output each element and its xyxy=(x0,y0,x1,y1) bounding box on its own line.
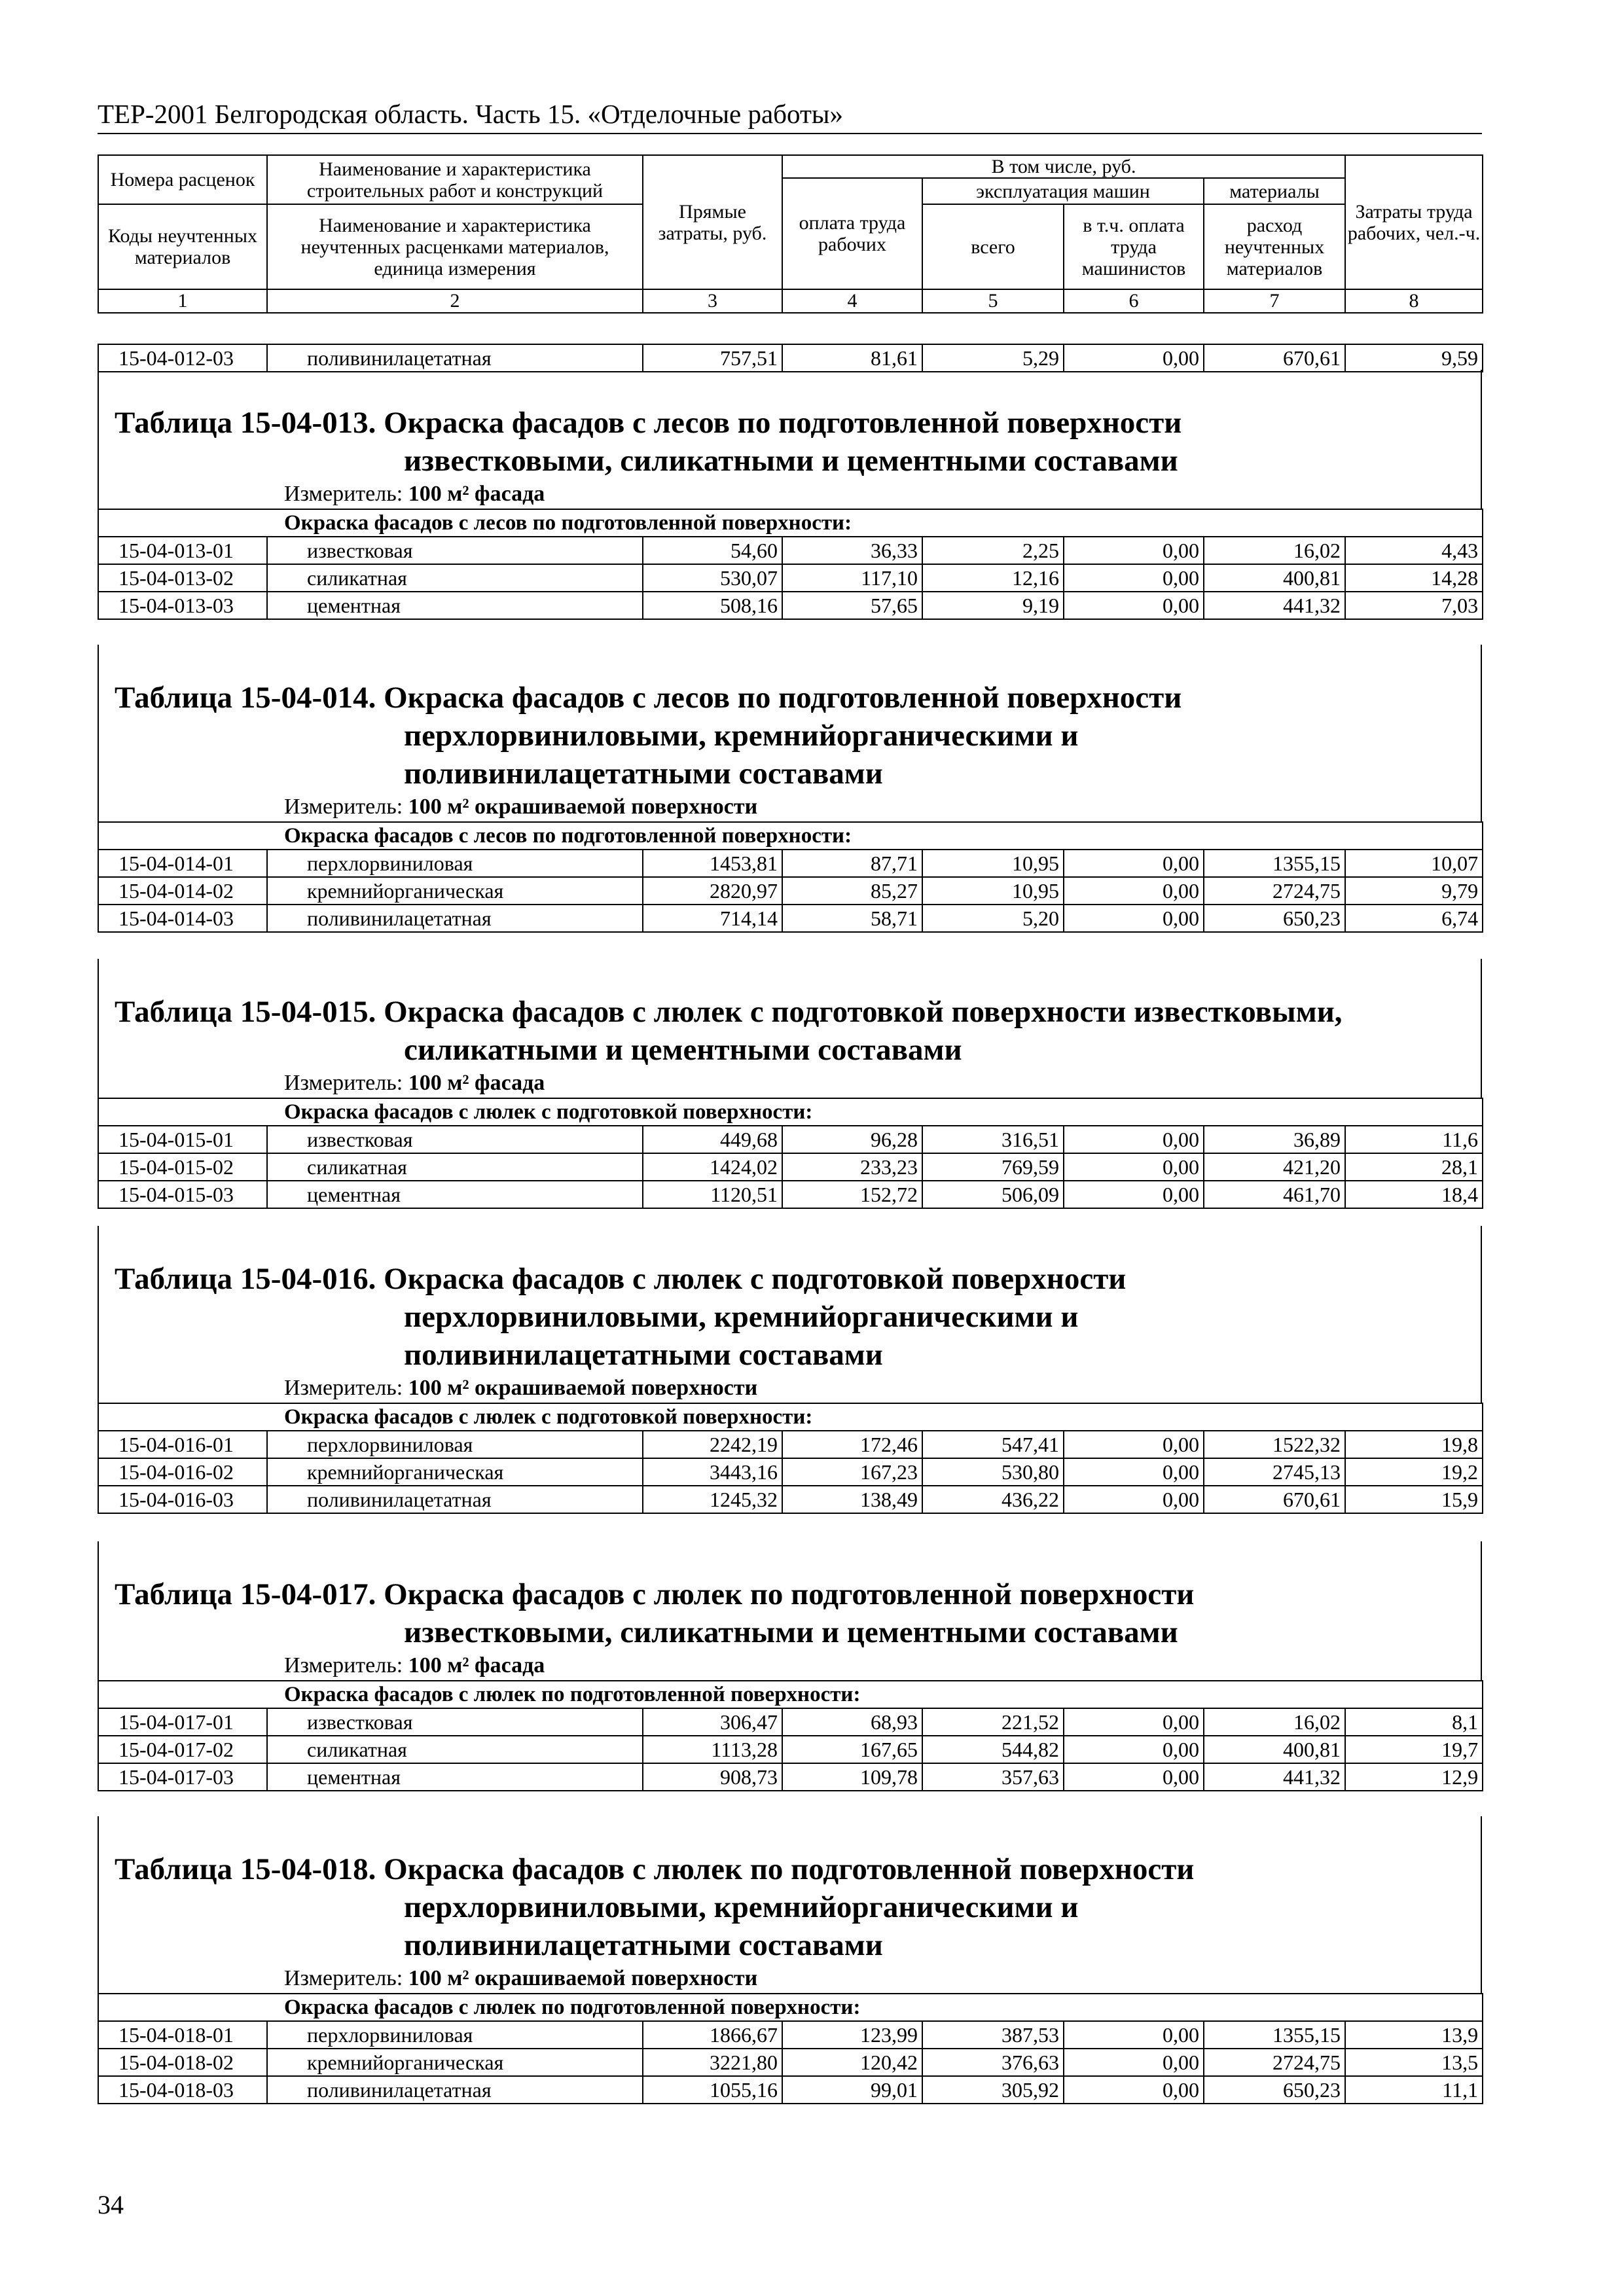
rate-code: 15-04-018-01 xyxy=(98,2021,267,2049)
direct-costs: 1424,02 xyxy=(643,1153,782,1181)
table-row xyxy=(98,905,1483,932)
labor-hours: 13,9 xyxy=(1345,2021,1483,2049)
table-row xyxy=(98,1458,1483,1486)
machinist-pay: 0,00 xyxy=(1064,850,1204,877)
worker-pay: 99,01 xyxy=(782,2076,922,2104)
rate-table xyxy=(98,1993,1483,2104)
rate-table xyxy=(98,821,1483,933)
work-name: силикатная xyxy=(267,1153,643,1181)
labor-hours: 4,43 xyxy=(1345,537,1483,564)
work-name: поливинилацетатная xyxy=(267,905,643,932)
table-title-line: Таблица 15-04-015. Окраска фасадов с люлек с подготовкой поверхности известковыми, xyxy=(115,995,1343,1029)
table-title xyxy=(98,993,1482,1069)
machines-total: 5,29 xyxy=(922,344,1064,372)
rate-table xyxy=(98,1098,1483,1209)
direct-costs: 1055,16 xyxy=(643,2076,782,2104)
direct-costs: 757,51 xyxy=(643,344,782,372)
column-number: 4 xyxy=(782,289,922,313)
table-row xyxy=(98,537,1483,564)
direct-costs: 908,73 xyxy=(643,1763,782,1791)
materials: 2724,75 xyxy=(1204,2049,1345,2076)
materials: 36,89 xyxy=(1204,1126,1345,1153)
unit-value: 100 м² фасада xyxy=(408,482,545,506)
direct-costs: 3443,16 xyxy=(643,1458,782,1486)
machines-total: 10,95 xyxy=(922,850,1064,877)
worker-pay: 117,10 xyxy=(782,564,922,592)
table-row xyxy=(98,877,1483,905)
machines-total: 2,25 xyxy=(922,537,1064,564)
unit-line xyxy=(98,1651,1482,1680)
machines-total: 506,09 xyxy=(922,1181,1064,1208)
materials: 441,32 xyxy=(1204,592,1345,619)
worker-pay: 138,49 xyxy=(782,1486,922,1513)
work-name: цементная xyxy=(267,592,643,619)
table-title-line: перхлорвиниловыми, кремнийорганическими и xyxy=(404,1890,1079,1924)
table-title xyxy=(98,1575,1482,1651)
machinist-pay: 0,00 xyxy=(1064,1458,1204,1486)
rate-code: 15-04-014-03 xyxy=(98,905,267,932)
materials: 461,70 xyxy=(1204,1181,1345,1208)
machinist-pay: 0,00 xyxy=(1064,1181,1204,1208)
header-direct-costs: Прямые затраты, руб. xyxy=(643,155,782,289)
rate-code: 15-04-016-02 xyxy=(98,1458,267,1486)
materials: 16,02 xyxy=(1204,1708,1345,1736)
materials: 1522,32 xyxy=(1204,1431,1345,1458)
labor-hours: 13,5 xyxy=(1345,2049,1483,2076)
rate-code: 15-04-015-03 xyxy=(98,1181,267,1208)
header-materials: материалы xyxy=(1204,178,1345,204)
column-number: 1 xyxy=(98,289,267,313)
work-name: известковая xyxy=(267,537,643,564)
labor-hours: 28,1 xyxy=(1345,1153,1483,1181)
rate-code: 15-04-018-02 xyxy=(98,2049,267,2076)
materials: 2724,75 xyxy=(1204,877,1345,905)
rate-code: 15-04-017-01 xyxy=(98,1708,267,1736)
rate-code: 15-04-015-02 xyxy=(98,1153,267,1181)
table-row xyxy=(98,2076,1483,2104)
machinist-pay: 0,00 xyxy=(1064,1736,1204,1763)
direct-costs: 54,60 xyxy=(643,537,782,564)
labor-hours: 12,9 xyxy=(1345,1763,1483,1791)
table-row xyxy=(98,1708,1483,1736)
labor-hours: 19,2 xyxy=(1345,1458,1483,1486)
unit-value: 100 м² фасада xyxy=(408,1071,545,1095)
page-number: 34 xyxy=(98,2190,124,2219)
direct-costs: 714,14 xyxy=(643,905,782,932)
machinist-pay: 0,00 xyxy=(1064,2076,1204,2104)
header-material-name: Наименование и характеристика неучтенных расценками материалов, единица измерения xyxy=(267,204,643,289)
work-name: перхлорвиниловая xyxy=(267,1431,643,1458)
header-material-codes: Коды неучтенных материалов xyxy=(98,204,267,289)
direct-costs: 1245,32 xyxy=(643,1486,782,1513)
work-name: поливинилацетатная xyxy=(267,2076,643,2104)
worker-pay: 172,46 xyxy=(782,1431,922,1458)
work-name: кремнийорганическая xyxy=(267,2049,643,2076)
work-name: кремнийорганическая xyxy=(267,1458,643,1486)
work-name: поливинилацетатная xyxy=(267,344,643,372)
work-name: кремнийорганическая xyxy=(267,877,643,905)
table-title-line: Таблица 15-04-014. Окраска фасадов с лесов по подготовленной поверхности xyxy=(115,681,1182,715)
table-title-line: Таблица 15-04-017. Окраска фасадов с люлек по подготовленной поверхности xyxy=(115,1577,1195,1611)
section-heading: Окраска фасадов с лесов по подготовленной поверхности: xyxy=(98,822,1483,850)
labor-hours: 18,4 xyxy=(1345,1181,1483,1208)
table-title-line: Таблица 15-04-016. Окраска фасадов с люлек с подготовкой поверхности xyxy=(115,1262,1127,1296)
table-title-line: известковыми, силикатными и цементными составами xyxy=(404,1615,1178,1649)
table-row xyxy=(98,1736,1483,1763)
table-title-line: поливинилацетатными составами xyxy=(404,1928,883,1962)
labor-hours: 6,74 xyxy=(1345,905,1483,932)
machines-total: 769,59 xyxy=(922,1153,1064,1181)
unit-label: Измеритель: xyxy=(284,482,403,506)
table-row xyxy=(98,1126,1483,1153)
machines-total: 387,53 xyxy=(922,2021,1064,2049)
table-title xyxy=(98,679,1482,793)
table-title xyxy=(98,404,1482,480)
table-row xyxy=(98,1153,1483,1181)
machines-total: 357,63 xyxy=(922,1763,1064,1791)
machinist-pay: 0,00 xyxy=(1064,877,1204,905)
machines-total: 436,22 xyxy=(922,1486,1064,1513)
rate-code: 15-04-014-01 xyxy=(98,850,267,877)
direct-costs: 508,16 xyxy=(643,592,782,619)
rate-table xyxy=(98,1680,1483,1791)
column-number: 7 xyxy=(1204,289,1345,313)
section-heading: Окраска фасадов с люлек по подготовленной поверхности: xyxy=(98,1994,1483,2021)
table-title-line: Таблица 15-04-013. Окраска фасадов с лесов по подготовленной поверхности xyxy=(115,406,1182,440)
labor-hours: 8,1 xyxy=(1345,1708,1483,1736)
machines-total: 547,41 xyxy=(922,1431,1064,1458)
rate-code: 15-04-013-02 xyxy=(98,564,267,592)
rate-table-block xyxy=(98,370,1482,620)
rate-code: 15-04-015-01 xyxy=(98,1126,267,1153)
table-title-line: перхлорвиниловыми, кремнийорганическими и xyxy=(404,1300,1079,1334)
machinist-pay: 0,00 xyxy=(1064,2021,1204,2049)
header-material-consumption: расход неучтенных материалов xyxy=(1204,204,1345,289)
worker-pay: 123,99 xyxy=(782,2021,922,2049)
section-heading: Окраска фасадов с лесов по подготовленной поверхности: xyxy=(98,509,1483,537)
table-row xyxy=(98,1763,1483,1791)
header-machinist-pay: в т.ч. оплата труда машинистов xyxy=(1064,204,1204,289)
materials: 16,02 xyxy=(1204,537,1345,564)
unit-value: 100 м² фасада xyxy=(408,1653,545,1677)
unit-line xyxy=(98,1964,1482,1993)
table-row xyxy=(98,344,1483,372)
running-head-rule xyxy=(98,133,1482,134)
header-work-name: Наименование и характеристика строительных работ и конструкций xyxy=(267,155,643,204)
machinist-pay: 0,00 xyxy=(1064,564,1204,592)
labor-hours: 10,07 xyxy=(1345,850,1483,877)
machinist-pay: 0,00 xyxy=(1064,1708,1204,1736)
work-name: перхлорвиниловая xyxy=(267,2021,643,2049)
rate-table-block xyxy=(98,1226,1482,1514)
materials: 1355,15 xyxy=(1204,850,1345,877)
table-row xyxy=(98,850,1483,877)
labor-hours: 19,8 xyxy=(1345,1431,1483,1458)
machines-total: 530,80 xyxy=(922,1458,1064,1486)
rate-code: 15-04-013-03 xyxy=(98,592,267,619)
rate-code: 15-04-014-02 xyxy=(98,877,267,905)
materials: 670,61 xyxy=(1204,1486,1345,1513)
worker-pay: 152,72 xyxy=(782,1181,922,1208)
table-title-line: известковыми, силикатными и цементными составами xyxy=(404,444,1178,478)
section-heading: Окраска фасадов с люлек с подготовкой поверхности: xyxy=(98,1098,1483,1126)
rate-table xyxy=(98,509,1483,620)
worker-pay: 109,78 xyxy=(782,1763,922,1791)
direct-costs: 1453,81 xyxy=(643,850,782,877)
unit-label: Измеритель: xyxy=(284,1071,403,1095)
machines-total: 316,51 xyxy=(922,1126,1064,1153)
work-name: перхлорвиниловая xyxy=(267,850,643,877)
header-rate-numbers: Номера расценок xyxy=(98,155,267,204)
materials: 441,32 xyxy=(1204,1763,1345,1791)
machinist-pay: 0,00 xyxy=(1064,1153,1204,1181)
unit-label: Измеритель: xyxy=(284,1376,403,1400)
rate-table-block xyxy=(98,1816,1482,2104)
unit-value: 100 м² окрашиваемой поверхности xyxy=(408,1376,758,1400)
rate-table-block xyxy=(98,1541,1482,1791)
materials: 650,23 xyxy=(1204,2076,1345,2104)
work-name: силикатная xyxy=(267,1736,643,1763)
work-name: поливинилацетатная xyxy=(267,1486,643,1513)
table-title-line: поливинилацетатными составами xyxy=(404,757,883,791)
unit-label: Измеритель: xyxy=(284,795,403,819)
materials: 2745,13 xyxy=(1204,1458,1345,1486)
machines-total: 305,92 xyxy=(922,2076,1064,2104)
rate-code: 15-04-016-01 xyxy=(98,1431,267,1458)
worker-pay: 36,33 xyxy=(782,537,922,564)
direct-costs: 2242,19 xyxy=(643,1431,782,1458)
materials: 650,23 xyxy=(1204,905,1345,932)
materials: 670,61 xyxy=(1204,344,1345,372)
unit-line xyxy=(98,1374,1482,1403)
machinist-pay: 0,00 xyxy=(1064,905,1204,932)
table-row xyxy=(98,2021,1483,2049)
labor-hours: 19,7 xyxy=(1345,1736,1483,1763)
work-name: цементная xyxy=(267,1763,643,1791)
worker-pay: 120,42 xyxy=(782,2049,922,2076)
column-header-table xyxy=(98,154,1483,314)
table-title xyxy=(98,1850,1482,1964)
worker-pay: 167,23 xyxy=(782,1458,922,1486)
unit-line xyxy=(98,793,1482,821)
machines-total: 221,52 xyxy=(922,1708,1064,1736)
header-labor-hours: Затраты труда рабочих, чел.-ч. xyxy=(1345,155,1483,289)
header-machines-total: всего xyxy=(922,204,1064,289)
table-row xyxy=(98,2049,1483,2076)
materials: 400,81 xyxy=(1204,564,1345,592)
unit-value: 100 м² окрашиваемой поверхности xyxy=(408,1966,758,1990)
unit-line xyxy=(98,480,1482,509)
table-title xyxy=(98,1260,1482,1374)
materials: 1355,15 xyxy=(1204,2021,1345,2049)
materials: 421,20 xyxy=(1204,1153,1345,1181)
header-machine-operation: эксплуатация машин xyxy=(922,178,1204,204)
machines-total: 12,16 xyxy=(922,564,1064,592)
running-head: ТЕР-2001 Белгородская область. Часть 15. «Отделочные работы» xyxy=(98,99,843,129)
section-heading: Окраска фасадов с люлек по подготовленной поверхности: xyxy=(98,1681,1483,1708)
table-title-line: Таблица 15-04-018. Окраска фасадов с люлек по подготовленной поверхности xyxy=(115,1852,1195,1886)
direct-costs: 3221,80 xyxy=(643,2049,782,2076)
table-row xyxy=(98,592,1483,619)
machinist-pay: 0,00 xyxy=(1064,1126,1204,1153)
unit-value: 100 м² окрашиваемой поверхности xyxy=(408,795,758,819)
table-title-line: поливинилацетатными составами xyxy=(404,1338,883,1372)
machines-total: 9,19 xyxy=(922,592,1064,619)
column-number: 6 xyxy=(1064,289,1204,313)
rate-code: 15-04-012-03 xyxy=(98,344,267,372)
work-name: известковая xyxy=(267,1708,643,1736)
machinist-pay: 0,00 xyxy=(1064,344,1204,372)
direct-costs: 1113,28 xyxy=(643,1736,782,1763)
table-row xyxy=(98,1486,1483,1513)
labor-hours: 11,1 xyxy=(1345,2076,1483,2104)
rate-code: 15-04-013-01 xyxy=(98,537,267,564)
labor-hours: 11,6 xyxy=(1345,1126,1483,1153)
materials: 400,81 xyxy=(1204,1736,1345,1763)
labor-hours: 7,03 xyxy=(1345,592,1483,619)
unit-label: Измеритель: xyxy=(284,1966,403,1990)
table-row xyxy=(98,564,1483,592)
machinist-pay: 0,00 xyxy=(1064,2049,1204,2076)
machinist-pay: 0,00 xyxy=(1064,1431,1204,1458)
machines-total: 10,95 xyxy=(922,877,1064,905)
worker-pay: 68,93 xyxy=(782,1708,922,1736)
worker-pay: 85,27 xyxy=(782,877,922,905)
continued-row-table xyxy=(98,344,1483,372)
work-name: цементная xyxy=(267,1181,643,1208)
direct-costs: 2820,97 xyxy=(643,877,782,905)
unit-line xyxy=(98,1069,1482,1098)
unit-label: Измеритель: xyxy=(284,1653,403,1677)
section-heading: Окраска фасадов с люлек с подготовкой поверхности: xyxy=(98,1403,1483,1431)
worker-pay: 57,65 xyxy=(782,592,922,619)
labor-hours: 9,79 xyxy=(1345,877,1483,905)
work-name: известковая xyxy=(267,1126,643,1153)
rate-table-block xyxy=(98,645,1482,933)
machines-total: 5,20 xyxy=(922,905,1064,932)
column-number: 3 xyxy=(643,289,782,313)
column-number: 5 xyxy=(922,289,1064,313)
machines-total: 376,63 xyxy=(922,2049,1064,2076)
direct-costs: 1120,51 xyxy=(643,1181,782,1208)
rate-table-block xyxy=(98,959,1482,1209)
direct-costs: 1866,67 xyxy=(643,2021,782,2049)
rate-code: 15-04-017-03 xyxy=(98,1763,267,1791)
worker-pay: 96,28 xyxy=(782,1126,922,1153)
rate-table xyxy=(98,1403,1483,1514)
table-title-line: перхлорвиниловыми, кремнийорганическими и xyxy=(404,719,1079,753)
labor-hours: 14,28 xyxy=(1345,564,1483,592)
labor-hours: 15,9 xyxy=(1345,1486,1483,1513)
worker-pay: 81,61 xyxy=(782,344,922,372)
column-number: 2 xyxy=(267,289,643,313)
rate-code: 15-04-017-02 xyxy=(98,1736,267,1763)
direct-costs: 449,68 xyxy=(643,1126,782,1153)
machinist-pay: 0,00 xyxy=(1064,1486,1204,1513)
direct-costs: 306,47 xyxy=(643,1708,782,1736)
table-row xyxy=(98,1431,1483,1458)
worker-pay: 58,71 xyxy=(782,905,922,932)
column-number: 8 xyxy=(1345,289,1483,313)
worker-pay: 167,65 xyxy=(782,1736,922,1763)
table-row xyxy=(98,1181,1483,1208)
header-worker-pay: оплата труда рабочих xyxy=(782,178,922,289)
direct-costs: 530,07 xyxy=(643,564,782,592)
worker-pay: 87,71 xyxy=(782,850,922,877)
table-title-line: силикатными и цементными составами xyxy=(404,1033,962,1067)
labor-hours: 9,59 xyxy=(1345,344,1483,372)
machinist-pay: 0,00 xyxy=(1064,592,1204,619)
machines-total: 544,82 xyxy=(922,1736,1064,1763)
work-name: силикатная xyxy=(267,564,643,592)
rate-code: 15-04-016-03 xyxy=(98,1486,267,1513)
machinist-pay: 0,00 xyxy=(1064,1763,1204,1791)
rate-code: 15-04-018-03 xyxy=(98,2076,267,2104)
worker-pay: 233,23 xyxy=(782,1153,922,1181)
machinist-pay: 0,00 xyxy=(1064,537,1204,564)
header-including: В том числе, руб. xyxy=(782,155,1345,178)
